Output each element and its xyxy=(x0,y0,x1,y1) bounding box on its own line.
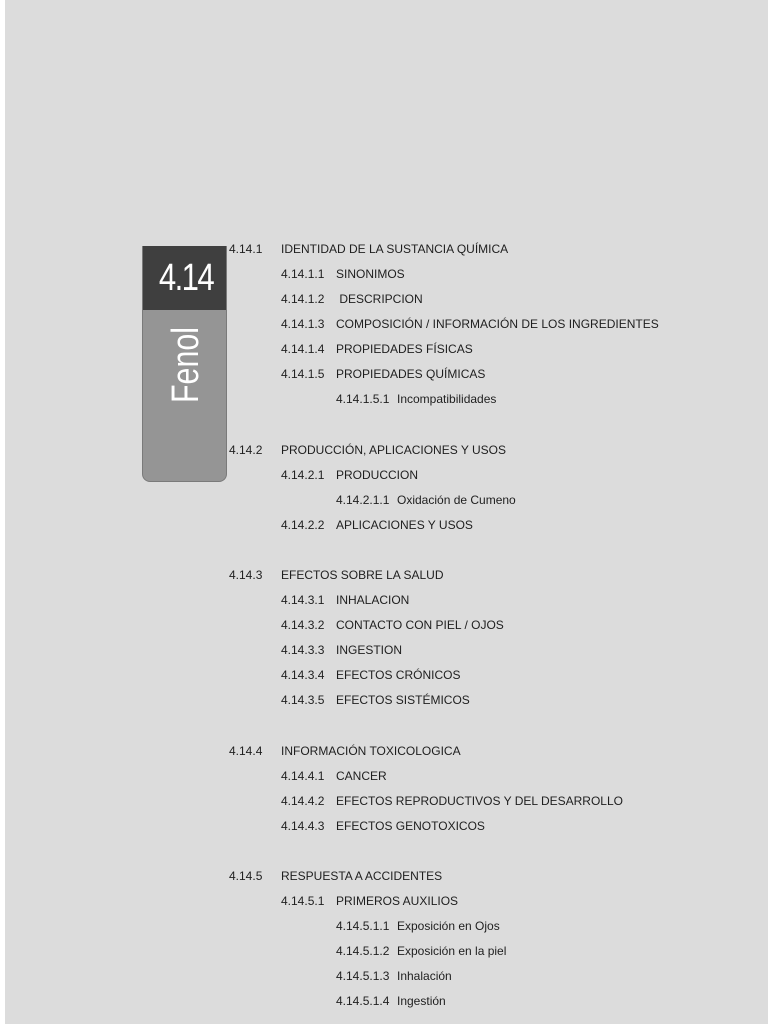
toc-entry-number: 4.14.3.3 xyxy=(281,643,325,657)
toc-entry-title: RESPUESTA A ACCIDENTES xyxy=(281,869,443,883)
toc-entry-title: DESCRIPCION xyxy=(336,292,423,306)
toc-entry-title: SINONIMOS xyxy=(336,267,405,281)
toc-entry-number: 4.14.1.4 xyxy=(281,342,325,356)
toc-entry-number: 4.14.2.1 xyxy=(281,468,325,482)
toc-entry-title: EFECTOS REPRODUCTIVOS Y DEL DESARROLLO xyxy=(336,794,623,808)
toc-entry-title: INGESTION xyxy=(336,643,403,657)
toc-entry-number: 4.14.1.5 xyxy=(281,367,325,381)
toc-entry-number: 4.14.5.1.1 xyxy=(336,919,390,933)
toc-entry-number: 4.14.1.2 xyxy=(281,292,325,306)
toc-entry-number: 4.14.4 xyxy=(229,744,263,758)
toc-entry-number: 4.14.4.1 xyxy=(281,769,325,783)
toc-entry-title: PROPIEDADES FÍSICAS xyxy=(336,342,473,356)
toc-entry-title: PRODUCCION xyxy=(336,468,419,482)
toc-entry-number: 4.14.5.1.2 xyxy=(336,944,390,958)
toc-entry-title: INHALACION xyxy=(336,593,410,607)
toc-entry-number: 4.14.3.1 xyxy=(281,593,325,607)
toc-entry-number: 4.14.1.5.1 xyxy=(336,392,390,406)
toc-entry-number: 4.14.5.1.4 xyxy=(336,994,390,1008)
toc-entry-number: 4.14.4.2 xyxy=(281,794,325,808)
toc-entry-title: COMPOSICIÓN / INFORMACIÓN DE LOS INGREDIENTES xyxy=(336,317,659,331)
toc-entry-title: Ingestión xyxy=(397,994,446,1008)
toc-entry-title: PROPIEDADES QUÍMICAS xyxy=(336,367,486,381)
toc-entry-title: INFORMACIÓN TOXICOLOGICA xyxy=(281,744,461,758)
toc-entry-title: Incompatibilidades xyxy=(397,392,497,406)
toc-entry-number: 4.14.2 xyxy=(229,443,263,457)
toc-entry-number: 4.14.3.2 xyxy=(281,618,325,632)
toc-entry-title: Inhalación xyxy=(397,969,452,983)
chapter-number-box xyxy=(143,246,227,310)
toc-entry-title: EFECTOS CRÓNICOS xyxy=(336,668,461,682)
toc-entry-title: PRODUCCIÓN, APLICACIONES Y USOS xyxy=(281,443,506,457)
toc-entry-title: EFECTOS SISTÉMICOS xyxy=(336,693,470,707)
toc-entry-number: 4.14.4.3 xyxy=(281,819,325,833)
chapter-title-wrap xyxy=(143,310,227,420)
toc-entry-number: 4.14.5.1 xyxy=(281,894,325,908)
toc-entry-number: 4.14.2.1.1 xyxy=(336,493,390,507)
toc-entry-number: 4.14.3 xyxy=(229,568,263,582)
toc-entry-title: Exposición en Ojos xyxy=(397,919,500,933)
chapter-number: 4.14 xyxy=(158,257,213,299)
chapter-tab xyxy=(142,246,227,482)
toc-entry-title: PRIMEROS AUXILIOS xyxy=(336,894,459,908)
toc-entry-number: 4.14.1.1 xyxy=(281,267,325,281)
toc-entry-title: CONTACTO CON PIEL / OJOS xyxy=(336,618,504,632)
toc-entry-title: Oxidación de Cumeno xyxy=(397,493,516,507)
toc-entry-number: 4.14.5 xyxy=(229,869,263,883)
toc-entry-number: 4.14.2.2 xyxy=(281,518,325,532)
chapter-title: Fenol xyxy=(164,326,207,404)
toc-entry-title: EFECTOS SOBRE LA SALUD xyxy=(281,568,444,582)
toc-entry-title: CANCER xyxy=(336,769,387,783)
toc-entry-title: APLICACIONES Y USOS xyxy=(336,518,473,532)
toc-entry-number: 4.14.5.1.3 xyxy=(336,969,390,983)
toc-entry-number: 4.14.1 xyxy=(229,242,263,256)
toc-entry-number: 4.14.3.5 xyxy=(281,693,325,707)
toc-entry-title: Exposición en la piel xyxy=(397,944,507,958)
toc-entry-number: 4.14.1.3 xyxy=(281,317,325,331)
toc-entry-title: IDENTIDAD DE LA SUSTANCIA QUÍMICA xyxy=(281,242,509,256)
toc-entry-number: 4.14.3.4 xyxy=(281,668,325,682)
toc-entry-title: EFECTOS GENOTOXICOS xyxy=(336,819,485,833)
